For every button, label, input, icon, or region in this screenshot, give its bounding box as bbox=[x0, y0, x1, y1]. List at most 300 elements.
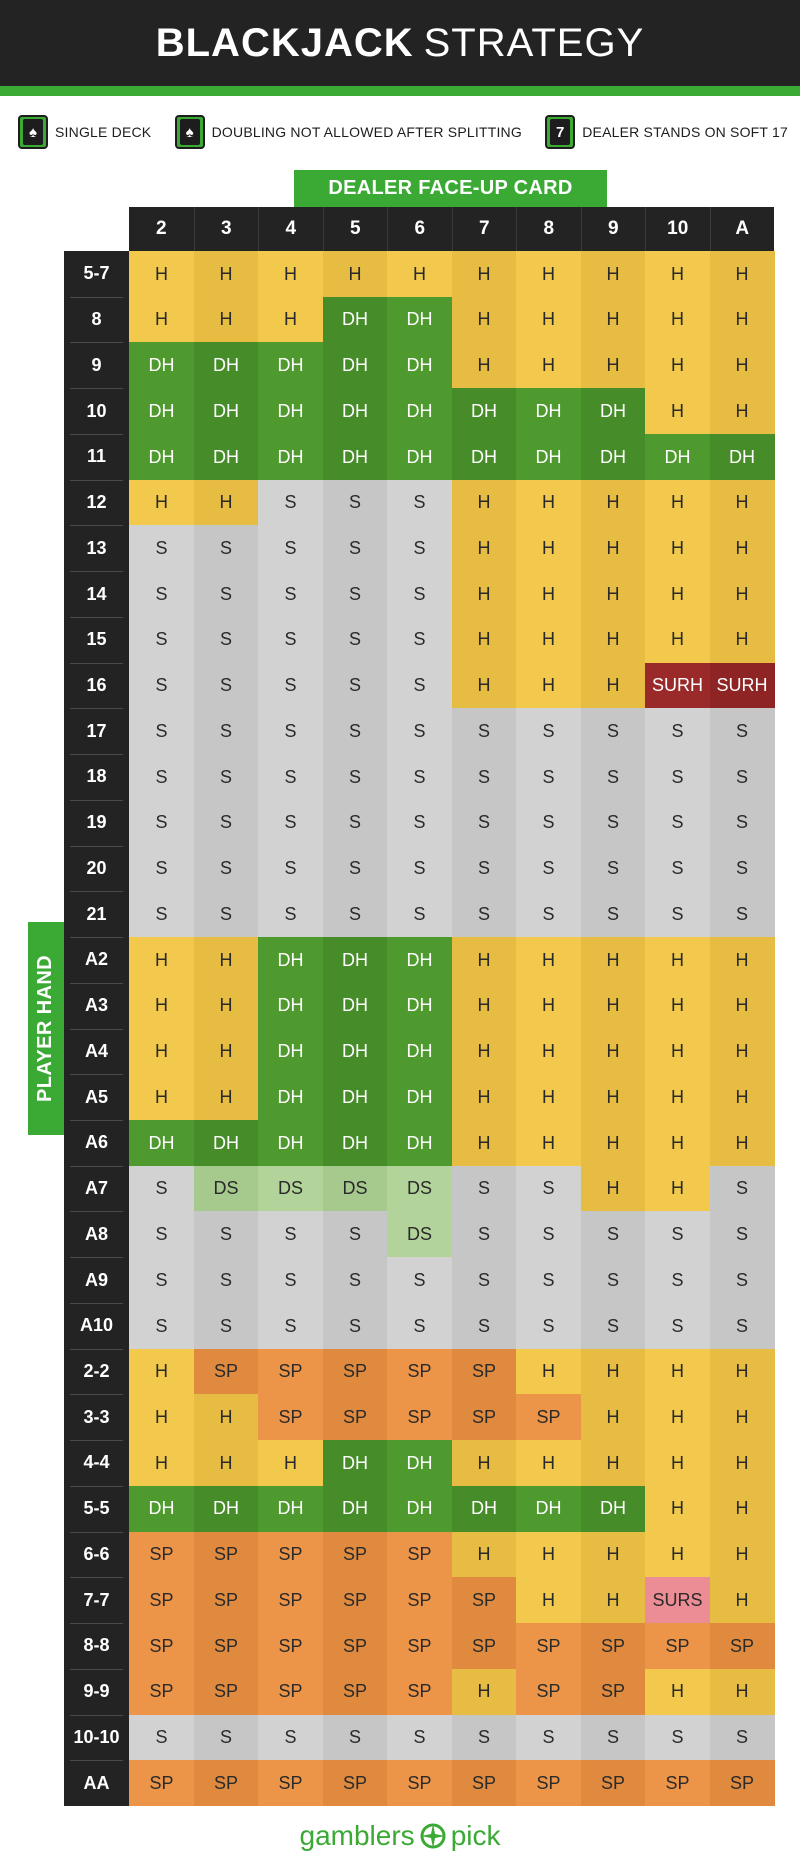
player-hand-label: PLAYER HAND bbox=[28, 922, 64, 1135]
strategy-cell: DH bbox=[387, 1029, 452, 1075]
strategy-cell: S bbox=[452, 1211, 517, 1257]
strategy-cell: DH bbox=[516, 434, 581, 480]
strategy-cell: H bbox=[710, 525, 775, 571]
player-hand-label-cell: A8 bbox=[84, 1223, 108, 1244]
strategy-cell: S bbox=[516, 1303, 581, 1349]
row-divider bbox=[70, 937, 123, 938]
strategy-cell: S bbox=[323, 846, 388, 892]
strategy-cell: SP bbox=[323, 1760, 388, 1806]
rules-legend bbox=[18, 114, 788, 150]
strategy-cell: S bbox=[323, 1257, 388, 1303]
strategy-cell: H bbox=[452, 1074, 517, 1120]
strategy-cell: H bbox=[710, 388, 775, 434]
strategy-cell: H bbox=[194, 480, 259, 526]
dealer-card-header: 10 bbox=[645, 207, 710, 251]
strategy-cell: S bbox=[645, 846, 710, 892]
strategy-cell: DH bbox=[581, 434, 646, 480]
strategy-cell: S bbox=[452, 1166, 517, 1212]
strategy-cell: S bbox=[194, 525, 259, 571]
row-divider bbox=[70, 1074, 123, 1075]
strategy-cell: H bbox=[581, 1074, 646, 1120]
player-hand-label-cell: 8-8 bbox=[83, 1635, 110, 1656]
strategy-cell: S bbox=[452, 891, 517, 937]
strategy-cell: H bbox=[645, 342, 710, 388]
row-divider bbox=[70, 1440, 123, 1441]
strategy-cell: H bbox=[710, 251, 775, 297]
strategy-cell: S bbox=[258, 1303, 323, 1349]
strategy-cell: S bbox=[387, 1257, 452, 1303]
dealer-card-header-row bbox=[129, 207, 774, 251]
strategy-cell: DH bbox=[581, 1486, 646, 1532]
strategy-cell: H bbox=[710, 937, 775, 983]
player-hand-label-cell: 7-7 bbox=[83, 1589, 110, 1610]
strategy-cell: DH bbox=[323, 342, 388, 388]
strategy-cell: S bbox=[387, 525, 452, 571]
strategy-cell: H bbox=[645, 1532, 710, 1578]
row-divider bbox=[70, 1669, 123, 1670]
strategy-cell: S bbox=[452, 754, 517, 800]
strategy-cell: SP bbox=[129, 1623, 194, 1669]
player-hand-label-cell: 6-6 bbox=[83, 1543, 110, 1564]
player-hand-label-cell: 8 bbox=[91, 309, 102, 330]
strategy-cell: S bbox=[581, 800, 646, 846]
row-divider bbox=[70, 617, 123, 618]
strategy-cell: SP bbox=[452, 1394, 517, 1440]
strategy-cell: S bbox=[452, 1715, 517, 1761]
strategy-cell: S bbox=[387, 708, 452, 754]
strategy-cell: S bbox=[258, 663, 323, 709]
strategy-cell: H bbox=[323, 251, 388, 297]
strategy-cell: SP bbox=[387, 1669, 452, 1715]
strategy-cell: H bbox=[452, 1029, 517, 1075]
strategy-cell: S bbox=[258, 891, 323, 937]
row-divider bbox=[70, 1349, 123, 1350]
strategy-cell: H bbox=[581, 342, 646, 388]
strategy-cell: SP bbox=[516, 1623, 581, 1669]
strategy-cell: SP bbox=[194, 1623, 259, 1669]
strategy-cell: S bbox=[710, 754, 775, 800]
strategy-cell: S bbox=[710, 708, 775, 754]
player-hand-label-cell: 13 bbox=[86, 537, 107, 558]
strategy-cell: H bbox=[452, 251, 517, 297]
strategy-cell: SP bbox=[581, 1760, 646, 1806]
strategy-cell: SP bbox=[710, 1760, 775, 1806]
brand-logo bbox=[0, 1818, 800, 1854]
strategy-cell: SURH bbox=[645, 663, 710, 709]
player-hand-label-cell: 21 bbox=[86, 903, 107, 924]
strategy-cell: S bbox=[581, 891, 646, 937]
strategy-cell: DH bbox=[323, 1120, 388, 1166]
brand-right: pick bbox=[450, 1820, 501, 1851]
strategy-cell: H bbox=[516, 1120, 581, 1166]
strategy-cell: S bbox=[645, 1715, 710, 1761]
strategy-cell: SP bbox=[516, 1669, 581, 1715]
strategy-cell: H bbox=[452, 1669, 517, 1715]
strategy-cell: H bbox=[129, 983, 194, 1029]
row-divider bbox=[70, 1760, 123, 1761]
rule-single-deck bbox=[18, 115, 151, 149]
strategy-cell: S bbox=[194, 1715, 259, 1761]
strategy-cell: DH bbox=[129, 1120, 194, 1166]
strategy-cell: S bbox=[516, 1257, 581, 1303]
strategy-cell: H bbox=[194, 983, 259, 1029]
strategy-cell: S bbox=[645, 891, 710, 937]
row-divider bbox=[70, 1532, 123, 1533]
strategy-cell: DH bbox=[129, 388, 194, 434]
strategy-cell: S bbox=[516, 708, 581, 754]
strategy-cell: SP bbox=[645, 1623, 710, 1669]
strategy-cell: SP bbox=[581, 1669, 646, 1715]
strategy-cell: H bbox=[581, 617, 646, 663]
strategy-cell: H bbox=[194, 937, 259, 983]
player-hand-label-cell: A4 bbox=[84, 1040, 108, 1061]
strategy-cell: H bbox=[710, 1669, 775, 1715]
strategy-cell: DH bbox=[323, 1440, 388, 1486]
strategy-cell: DS bbox=[323, 1166, 388, 1212]
row-divider bbox=[70, 388, 123, 389]
strategy-cell: H bbox=[581, 1577, 646, 1623]
row-divider bbox=[70, 754, 123, 755]
player-hand-label-cell: 4-4 bbox=[83, 1452, 110, 1473]
strategy-cell: S bbox=[710, 1211, 775, 1257]
strategy-cell: H bbox=[129, 1394, 194, 1440]
strategy-cell: SURH bbox=[710, 663, 775, 709]
row-divider bbox=[70, 1623, 123, 1624]
row-divider bbox=[70, 800, 123, 801]
strategy-cell: SP bbox=[129, 1577, 194, 1623]
strategy-cell: S bbox=[194, 1257, 259, 1303]
strategy-cell: DH bbox=[516, 388, 581, 434]
strategy-cell: S bbox=[387, 663, 452, 709]
strategy-cell: H bbox=[581, 1349, 646, 1395]
strategy-cell: H bbox=[710, 1577, 775, 1623]
strategy-cell: H bbox=[710, 342, 775, 388]
strategy-cell: H bbox=[710, 1349, 775, 1395]
strategy-cell: DH bbox=[258, 388, 323, 434]
strategy-cell: S bbox=[581, 1257, 646, 1303]
row-divider bbox=[70, 1120, 123, 1121]
strategy-cell: S bbox=[323, 617, 388, 663]
strategy-cell: H bbox=[645, 1394, 710, 1440]
strategy-cell: H bbox=[452, 617, 517, 663]
strategy-cell: DH bbox=[258, 342, 323, 388]
strategy-cell: H bbox=[129, 937, 194, 983]
player-hand-label-cell: A10 bbox=[79, 1315, 114, 1336]
strategy-cell: DH bbox=[452, 388, 517, 434]
row-divider bbox=[70, 891, 123, 892]
strategy-cell: H bbox=[581, 525, 646, 571]
dealer-card-header: 5 bbox=[323, 207, 388, 251]
strategy-cell: H bbox=[645, 1166, 710, 1212]
strategy-cell: H bbox=[194, 1029, 259, 1075]
strategy-cell: S bbox=[581, 1211, 646, 1257]
page-title bbox=[0, 0, 800, 86]
dealer-card-header: A bbox=[710, 207, 775, 251]
row-divider bbox=[70, 571, 123, 572]
strategy-cell: SP bbox=[323, 1577, 388, 1623]
strategy-cell: DH bbox=[323, 434, 388, 480]
strategy-cell: DH bbox=[387, 342, 452, 388]
strategy-cell: S bbox=[194, 846, 259, 892]
strategy-cell: DH bbox=[516, 1486, 581, 1532]
strategy-cell: SP bbox=[129, 1669, 194, 1715]
strategy-cell: DH bbox=[258, 1074, 323, 1120]
strategy-cell: DH bbox=[387, 434, 452, 480]
strategy-cell: H bbox=[452, 983, 517, 1029]
row-divider bbox=[70, 846, 123, 847]
strategy-cell: H bbox=[194, 251, 259, 297]
strategy-cell: S bbox=[258, 480, 323, 526]
strategy-cell: S bbox=[452, 1303, 517, 1349]
strategy-cell: H bbox=[581, 663, 646, 709]
header-stripe bbox=[0, 86, 800, 96]
strategy-cell: H bbox=[129, 1074, 194, 1120]
strategy-cell: S bbox=[129, 708, 194, 754]
strategy-cell: H bbox=[452, 1532, 517, 1578]
brand-left: gamblers bbox=[299, 1820, 415, 1851]
strategy-cell: H bbox=[581, 983, 646, 1029]
strategy-cell: DH bbox=[258, 937, 323, 983]
strategy-cell: H bbox=[452, 480, 517, 526]
rule-label: DOUBLING NOT ALLOWED AFTER SPLITTING bbox=[211, 124, 522, 140]
strategy-cell: SP bbox=[387, 1577, 452, 1623]
strategy-cell: H bbox=[452, 525, 517, 571]
strategy-cell: DH bbox=[194, 434, 259, 480]
player-hand-label-cell: 10 bbox=[86, 400, 107, 421]
strategy-cell: SP bbox=[129, 1532, 194, 1578]
strategy-cell: H bbox=[645, 937, 710, 983]
strategy-cell: S bbox=[387, 891, 452, 937]
strategy-cell: SP bbox=[258, 1394, 323, 1440]
spade-card-icon: ♠ bbox=[175, 115, 205, 149]
strategy-cell: H bbox=[194, 1440, 259, 1486]
strategy-cell: H bbox=[258, 1440, 323, 1486]
strategy-cell: DH bbox=[387, 1486, 452, 1532]
strategy-cell: S bbox=[258, 617, 323, 663]
player-hand-label-cell: AA bbox=[83, 1772, 110, 1793]
strategy-cell: SP bbox=[323, 1532, 388, 1578]
row-divider bbox=[70, 1211, 123, 1212]
strategy-cell: H bbox=[710, 983, 775, 1029]
strategy-cell: S bbox=[258, 846, 323, 892]
strategy-cell: SP bbox=[452, 1349, 517, 1395]
strategy-cell: S bbox=[710, 846, 775, 892]
player-hand-label-cell: 16 bbox=[86, 674, 107, 695]
strategy-cell: S bbox=[645, 708, 710, 754]
strategy-cell: DH bbox=[452, 434, 517, 480]
strategy-cell: SP bbox=[258, 1669, 323, 1715]
strategy-cell: S bbox=[258, 800, 323, 846]
row-divider bbox=[70, 1029, 123, 1030]
strategy-cell: SP bbox=[387, 1349, 452, 1395]
strategy-cell: H bbox=[194, 1394, 259, 1440]
strategy-cell: S bbox=[710, 1303, 775, 1349]
strategy-cell: H bbox=[516, 1440, 581, 1486]
strategy-cell: SP bbox=[452, 1577, 517, 1623]
strategy-cell: H bbox=[645, 251, 710, 297]
strategy-cell: S bbox=[452, 708, 517, 754]
strategy-cell: S bbox=[194, 754, 259, 800]
strategy-cell: SP bbox=[387, 1623, 452, 1669]
strategy-cell: H bbox=[581, 1440, 646, 1486]
strategy-cell: S bbox=[581, 1715, 646, 1761]
player-hand-label-cell: 9-9 bbox=[83, 1681, 110, 1702]
strategy-cell: SP bbox=[452, 1760, 517, 1806]
strategy-cell: S bbox=[516, 891, 581, 937]
strategy-cell: S bbox=[194, 708, 259, 754]
strategy-cell: DH bbox=[645, 434, 710, 480]
strategy-cell: DH bbox=[323, 937, 388, 983]
strategy-cell: DH bbox=[387, 983, 452, 1029]
strategy-cell: S bbox=[581, 846, 646, 892]
strategy-cell: H bbox=[710, 1120, 775, 1166]
player-hand-label-cell: 14 bbox=[86, 583, 107, 604]
strategy-cell: H bbox=[129, 480, 194, 526]
strategy-cell: S bbox=[129, 846, 194, 892]
strategy-cell: S bbox=[129, 571, 194, 617]
strategy-cell: S bbox=[323, 525, 388, 571]
strategy-cell: S bbox=[323, 1715, 388, 1761]
player-hand-label-cell: A2 bbox=[84, 949, 108, 970]
strategy-cell: S bbox=[581, 708, 646, 754]
strategy-cell: H bbox=[516, 617, 581, 663]
player-hand-label-cell: 19 bbox=[86, 812, 107, 833]
strategy-cell: S bbox=[710, 1257, 775, 1303]
strategy-cell: SP bbox=[581, 1623, 646, 1669]
player-hand-label-cell: A9 bbox=[84, 1269, 108, 1290]
strategy-cell: DH bbox=[258, 983, 323, 1029]
strategy-cell: S bbox=[323, 571, 388, 617]
strategy-cell: H bbox=[452, 571, 517, 617]
rule-label: DEALER STANDS ON SOFT 17 bbox=[582, 124, 788, 140]
strategy-cell: H bbox=[516, 1532, 581, 1578]
strategy-cell: DH bbox=[387, 1440, 452, 1486]
strategy-cell: S bbox=[387, 754, 452, 800]
strategy-cell: H bbox=[710, 1532, 775, 1578]
strategy-cell: H bbox=[258, 297, 323, 343]
strategy-cell: S bbox=[258, 525, 323, 571]
player-hand-label-cell: 11 bbox=[86, 446, 107, 467]
strategy-cell: SP bbox=[323, 1394, 388, 1440]
strategy-cell: H bbox=[581, 297, 646, 343]
strategy-cell: H bbox=[516, 983, 581, 1029]
strategy-cell: S bbox=[710, 1715, 775, 1761]
strategy-cell: S bbox=[194, 663, 259, 709]
strategy-cell: DH bbox=[387, 937, 452, 983]
player-hand-label-cell: 15 bbox=[86, 629, 107, 650]
strategy-cell: DS bbox=[194, 1166, 259, 1212]
strategy-cell: H bbox=[129, 1349, 194, 1395]
strategy-cell: H bbox=[516, 1074, 581, 1120]
strategy-cell: S bbox=[452, 800, 517, 846]
strategy-cell: S bbox=[581, 754, 646, 800]
strategy-cell: S bbox=[258, 754, 323, 800]
strategy-cell: H bbox=[645, 1074, 710, 1120]
strategy-cell: SP bbox=[194, 1532, 259, 1578]
strategy-cell: SP bbox=[258, 1760, 323, 1806]
strategy-cell: S bbox=[129, 1166, 194, 1212]
strategy-cell: DH bbox=[387, 1074, 452, 1120]
strategy-cell: S bbox=[129, 891, 194, 937]
row-divider bbox=[70, 1715, 123, 1716]
strategy-cell: S bbox=[323, 800, 388, 846]
player-hand-label-cell: 18 bbox=[86, 766, 107, 787]
strategy-cell: H bbox=[452, 1120, 517, 1166]
strategy-cell: DH bbox=[581, 388, 646, 434]
strategy-cell: S bbox=[516, 754, 581, 800]
strategy-cell: S bbox=[194, 1211, 259, 1257]
strategy-cell: S bbox=[323, 663, 388, 709]
row-divider bbox=[70, 983, 123, 984]
strategy-cell: DH bbox=[194, 388, 259, 434]
player-hand-label-cell: 20 bbox=[86, 857, 107, 878]
strategy-cell: H bbox=[645, 571, 710, 617]
strategy-cell: SP bbox=[258, 1349, 323, 1395]
strategy-cell: S bbox=[129, 663, 194, 709]
strategy-cell: DS bbox=[387, 1211, 452, 1257]
strategy-cell: H bbox=[516, 571, 581, 617]
strategy-cell: H bbox=[516, 251, 581, 297]
strategy-cell: SP bbox=[516, 1394, 581, 1440]
row-divider bbox=[70, 708, 123, 709]
strategy-cell: S bbox=[710, 800, 775, 846]
strategy-cell: H bbox=[581, 571, 646, 617]
strategy-cell: H bbox=[710, 1486, 775, 1532]
player-hand-label-cell: 12 bbox=[86, 492, 107, 513]
seven-card-icon: 7 bbox=[545, 115, 575, 149]
strategy-cell: H bbox=[581, 1120, 646, 1166]
strategy-cell: S bbox=[194, 1303, 259, 1349]
row-divider bbox=[70, 342, 123, 343]
row-divider bbox=[70, 1166, 123, 1167]
spade-card-icon: ♠ bbox=[18, 115, 48, 149]
strategy-cell: DH bbox=[258, 1120, 323, 1166]
strategy-cell: DH bbox=[129, 434, 194, 480]
player-hand-label-cell: 17 bbox=[86, 720, 107, 741]
strategy-cell: DH bbox=[387, 1120, 452, 1166]
strategy-cell: DH bbox=[194, 1120, 259, 1166]
strategy-cell: SP bbox=[194, 1669, 259, 1715]
strategy-cell: H bbox=[710, 480, 775, 526]
strategy-cell: S bbox=[645, 1303, 710, 1349]
strategy-cell: DH bbox=[323, 297, 388, 343]
strategy-cell: DH bbox=[710, 434, 775, 480]
strategy-cell: S bbox=[452, 1257, 517, 1303]
strategy-cell: S bbox=[194, 571, 259, 617]
strategy-cell: S bbox=[258, 571, 323, 617]
dealer-card-header: 9 bbox=[581, 207, 646, 251]
strategy-cell: DH bbox=[129, 342, 194, 388]
strategy-cell: H bbox=[516, 1029, 581, 1075]
strategy-cell: H bbox=[710, 297, 775, 343]
strategy-cell: SP bbox=[387, 1394, 452, 1440]
strategy-cell: H bbox=[581, 1394, 646, 1440]
strategy-cell: H bbox=[129, 1029, 194, 1075]
strategy-cell: SP bbox=[323, 1623, 388, 1669]
dealer-card-header: 8 bbox=[516, 207, 581, 251]
player-hand-label-cell: A7 bbox=[84, 1178, 108, 1199]
player-hand-label-cell: 5-5 bbox=[83, 1498, 110, 1519]
rule-no-double-after-split bbox=[175, 115, 522, 149]
strategy-cell: H bbox=[387, 251, 452, 297]
strategy-cell: H bbox=[710, 1440, 775, 1486]
strategy-cell: DS bbox=[387, 1166, 452, 1212]
strategy-cell: H bbox=[645, 1029, 710, 1075]
strategy-cell: H bbox=[516, 1577, 581, 1623]
strategy-cell: S bbox=[516, 846, 581, 892]
strategy-cell: DH bbox=[129, 1486, 194, 1532]
strategy-cell: H bbox=[452, 1440, 517, 1486]
